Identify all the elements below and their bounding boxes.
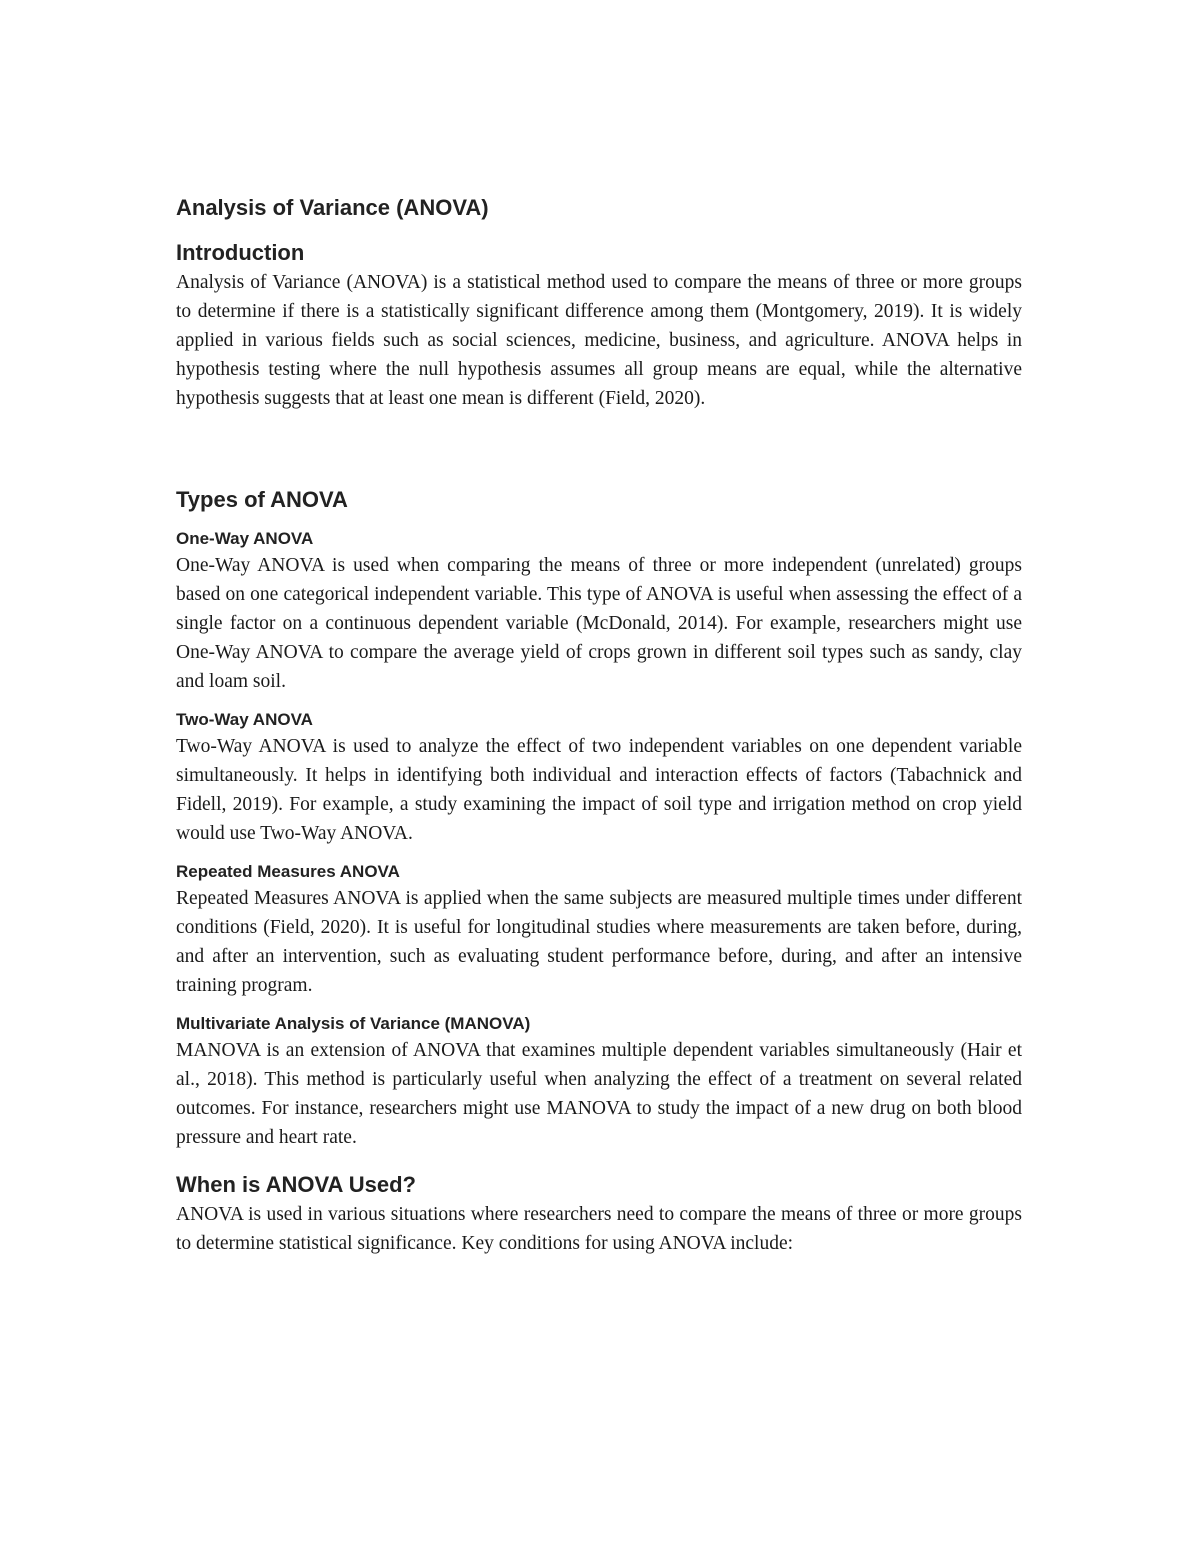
document-page bbox=[176, 188, 1022, 1258]
two-way-paragraph: Two-Way ANOVA is used to analyze the effect of two independent variables on one dependent variable simultaneously. It helps in identifying both individual and interaction effects of factors (Tabachnick and Fidell, 2019). For example, a study examining the impact of soil type and irrigation method on crop yield would use Two-Way ANOVA. bbox=[176, 736, 1022, 844]
one-way-paragraph: One-Way ANOVA is used when comparing the means of three or more independent (unrelated) groups based on one categorical independent variable. This type of ANOVA is useful when assessing the effect of a single factor on a continuous dependent variable (McDonald, 2014). For example, researchers might use One-Way ANOVA to compare the average yield of crops grown in different soil types such as sandy, clay and loam soil. bbox=[176, 555, 1022, 692]
types-heading: Types of ANOVA bbox=[176, 487, 348, 512]
repeated-measures-heading: Repeated Measures ANOVA bbox=[176, 862, 400, 881]
manova-paragraph: MANOVA is an extension of ANOVA that examines multiple dependent variables simultaneously (Hair et al., 2018). This method is particularly useful when analyzing the effect of a treatment on several related outcomes. For instance, researchers might use MANOVA to study the impact of a new drug on both blood pressure and heart rate. bbox=[176, 1040, 1022, 1148]
repeated-measures-paragraph: Repeated Measures ANOVA is applied when the same subjects are measured multiple times under different conditions (Field, 2020). It is useful for longitudinal studies where measurements are taken before, during, and after an intervention, such as evaluating student performance before, during, and after an intensive training program. bbox=[176, 888, 1022, 996]
when-used-heading: When is ANOVA Used? bbox=[176, 1172, 416, 1197]
document-title: Analysis of Variance (ANOVA) bbox=[176, 195, 489, 220]
manova-heading: Multivariate Analysis of Variance (MANOVA) bbox=[176, 1014, 531, 1033]
introduction-paragraph: Analysis of Variance (ANOVA) is a statistical method used to compare the means of three or more groups to determine if there is a statistically significant difference among them (Montgomery, 2019). It is widely applied in various fields such as social sciences, medicine, business, and agriculture. ANOVA helps in hypothesis testing where the null hypothesis assumes all group means are equal, while the alternative hypothesis suggests that at least one mean is different (Field, 2020). bbox=[176, 272, 1022, 409]
two-way-heading: Two-Way ANOVA bbox=[176, 710, 313, 729]
introduction-heading: Introduction bbox=[176, 240, 305, 265]
one-way-heading: One-Way ANOVA bbox=[176, 529, 314, 548]
when-used-paragraph: ANOVA is used in various situations where researchers need to compare the means of three or more groups to determine statistical significance. Key conditions for using ANOVA include: bbox=[176, 1204, 1022, 1254]
